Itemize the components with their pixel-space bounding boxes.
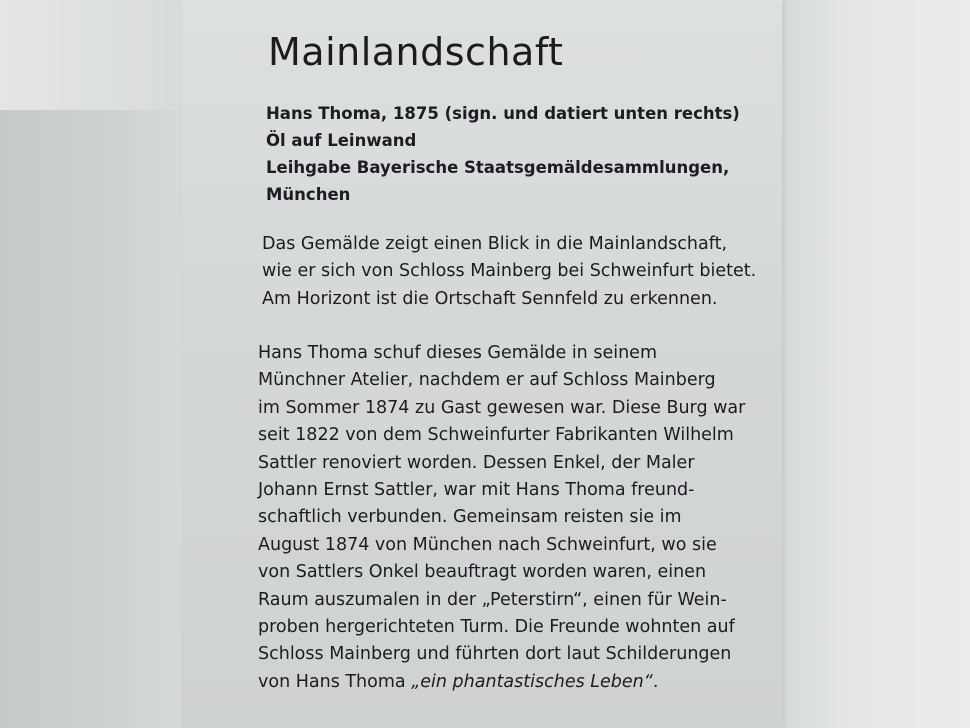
description-paragraph-1 xyxy=(262,231,756,313)
wall-shadow xyxy=(0,110,200,728)
artwork-title: Mainlandschaft xyxy=(268,30,564,74)
text-line: proben hergerichteten Turm. Die Freunde wohnten auf xyxy=(258,617,735,638)
meta-city: München xyxy=(266,185,351,204)
artwork-meta xyxy=(266,100,740,208)
last-line-prefix: von Hans Thoma xyxy=(258,671,412,692)
text-line-last xyxy=(258,669,745,696)
text-line: von Sattlers Onkel beauftragt worden waren, einen xyxy=(258,562,707,583)
text-line: schaftlich verbunden. Gemeinsam reisten sie im xyxy=(258,507,682,528)
text-line: Sattler renoviert worden. Dessen Enkel, der Maler xyxy=(258,452,695,473)
quote-italic: „ein phantastisches Leben“ xyxy=(411,671,653,692)
meta-artist-date: Hans Thoma, 1875 (sign. und datiert unten rechts) xyxy=(266,104,740,123)
meta-medium: Öl auf Leinwand xyxy=(266,131,417,150)
description-paragraph-2 xyxy=(258,340,745,696)
text-line: Raum auszumalen in der „Peterstirn“, einen für Wein- xyxy=(258,589,727,610)
text-line: Schloss Mainberg und führten dort laut Schilderungen xyxy=(258,644,732,665)
text-line: August 1874 von München nach Schweinfurt, wo sie xyxy=(258,534,717,555)
text-line: Johann Ernst Sattler, war mit Hans Thoma freund- xyxy=(258,480,695,501)
meta-loan: Leihgabe Bayerische Staatsgemäldesammlungen, xyxy=(266,158,730,177)
text-line: Münchner Atelier, nachdem er auf Schloss Mainberg xyxy=(258,370,716,391)
text-line: Am Horizont ist die Ortschaft Sennfeld zu erkennen. xyxy=(262,288,718,309)
text-line: im Sommer 1874 zu Gast gewesen war. Diese Burg war xyxy=(258,397,746,418)
text-line: Hans Thoma schuf dieses Gemälde in seinem xyxy=(258,343,657,363)
wall-right xyxy=(780,0,970,728)
text-line: Das Gemälde zeigt einen Blick in die Mainlandschaft, xyxy=(262,234,728,254)
text-line: wie er sich von Schloss Mainberg bei Schweinfurt bietet. xyxy=(262,261,757,282)
last-line-suffix: . xyxy=(652,671,659,692)
text-line: seit 1822 von dem Schweinfurter Fabrikanten Wilhelm xyxy=(258,425,734,446)
